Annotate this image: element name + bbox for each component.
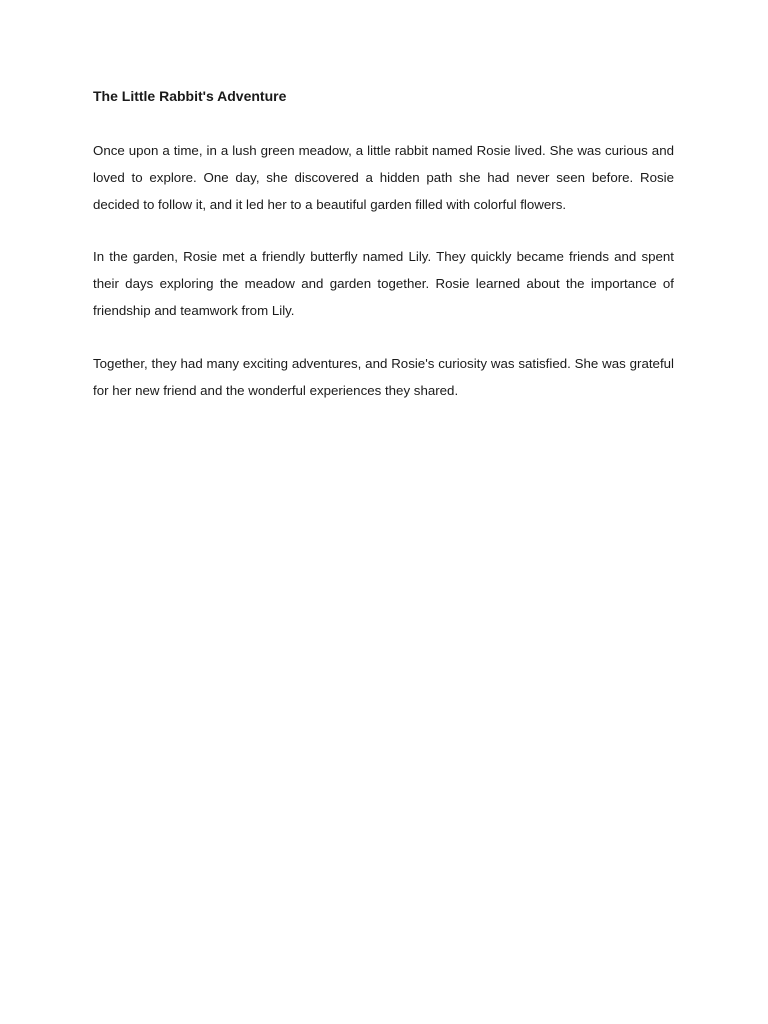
- paragraph-1: Once upon a time, in a lush green meadow, a little rabbit named Rosie lived. She was curious and loved to explore. One day, she discovered a hidden path she had never seen before. Rosie decided to follow it, and it led her to a beautiful garden filled with colorful flowers.: [93, 143, 674, 212]
- document-body: [93, 86, 674, 404]
- paragraph-3: Together, they had many exciting adventures, and Rosie's curiosity was satisfied. She was grateful for her new friend and the wonderful experiences they shared.: [93, 355, 674, 398]
- paragraph-2: In the garden, Rosie met a friendly butterfly named Lily. They quickly became friends and spent their days exploring the meadow and garden together. Rosie learned about the importance of friendship and teamwork from Lily.: [93, 249, 674, 318]
- document-title: The Little Rabbit's Adventure: [93, 88, 287, 104]
